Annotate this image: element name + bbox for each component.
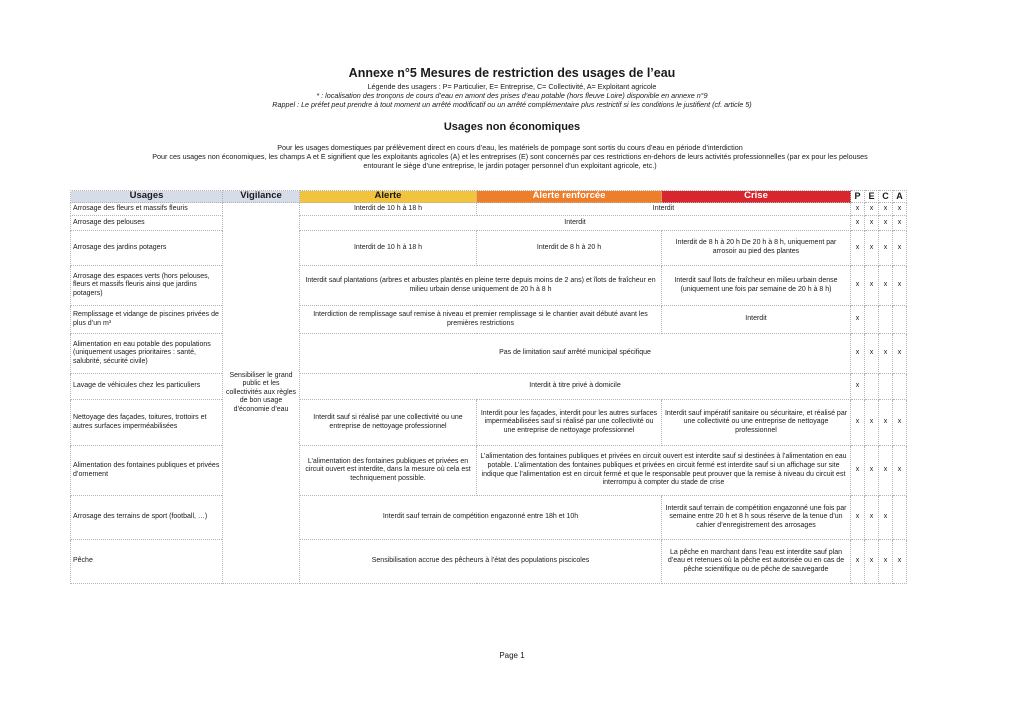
renforcee-cell: Interdit de 8 h à 20 h — [477, 231, 662, 266]
crise-cell: Interdit — [662, 306, 851, 334]
flag-a: x — [893, 400, 907, 446]
flag-e: x — [865, 334, 879, 374]
usage-cell: Arrosage des terrains de sport (football, …) — [71, 496, 223, 540]
flag-p: x — [851, 306, 865, 334]
usage-cell: Remplissage et vidange de piscines privées de plus d’un m³ — [71, 306, 223, 334]
flag-a: x — [893, 203, 907, 216]
header-alerte: Alerte — [300, 191, 477, 203]
table-row — [71, 203, 907, 216]
flag-a: x — [893, 216, 907, 231]
renforcee-cell: Interdit pour les façades, interdit pour les autres surfaces imperméabilisées sauf si réalisé par une collectivité ou une entreprise de nettoyage professionnel — [477, 400, 662, 446]
flag-c: x — [879, 400, 893, 446]
table-row — [71, 400, 907, 446]
flag-a: x — [893, 446, 907, 496]
flag-c: x — [879, 446, 893, 496]
alerte-renforcee-cell: Sensibilisation accrue des pêcheurs à l’état des populations piscicoles — [300, 540, 662, 584]
flag-e: x — [865, 540, 879, 584]
flag-a: x — [893, 334, 907, 374]
note-line: * : localisation des tronçons de cours d’eau en amont des prises d’eau potable (hors fleuve Loire) disponible en annexe n°9 — [316, 91, 708, 100]
alerte-renforcee-cell: Interdit sauf plantations (arbres et arbustes plantés en pleine terre depuis moins de 2 ans) et îlots de fraîcheur en milieu urbain dense uniquement de 20 h à 8 h — [300, 266, 662, 306]
header-a: A — [893, 191, 907, 203]
flag-p: x — [851, 496, 865, 540]
flag-p: x — [851, 231, 865, 266]
flag-p: x — [851, 446, 865, 496]
flag-e: x — [865, 446, 879, 496]
all-levels-cell: Pas de limitation sauf arrêté municipal spécifique — [300, 334, 851, 374]
usage-cell: Alimentation des fontaines publiques et privées d’ornement — [71, 446, 223, 496]
table-row — [71, 374, 907, 400]
flag-p: x — [851, 540, 865, 584]
flag-c: x — [879, 334, 893, 374]
header-crise: Crise — [662, 191, 851, 203]
flag-c: x — [879, 540, 893, 584]
header-p: P — [851, 191, 865, 203]
usage-cell: Arrosage des pelouses — [71, 216, 223, 231]
flag-c — [879, 374, 893, 400]
renforcee-crise-cell: L’alimentation des fontaines publiques et privées en circuit ouvert est interdite sauf si destinées à l’alimentation en eau potable. L’alimentation des fontaines publiques et privées en circuit fermé est interdite sauf si un affichage sur site indique que l’alimentation est en circuit fermé et que le responsable peut prouver que la remise à niveau du circuit est interrompu à compter du stade de crise — [477, 446, 851, 496]
legend-line: Légende des usagers : P= Particulier, E= Entreprise, C= Collectivité, A= Exploitant agricole — [367, 82, 657, 91]
page-number: Page 1 — [499, 651, 525, 660]
usage-cell: Alimentation en eau potable des populations (uniquement usages prioritaires : santé, salubrité, sécurité civile) — [71, 334, 223, 374]
flag-e: x — [865, 203, 879, 216]
usage-cell: Arrosage des fleurs et massifs fleuris — [71, 203, 223, 216]
intro-line-3: entourant le siège d’une entreprise, le jardin potager personnel d’un exploitant agricole, etc.) — [363, 161, 657, 170]
table-row — [71, 231, 907, 266]
intro-line-1: Pour les usages domestiques par prélèvement direct en cours d’eau, les matériels de pompage sont sortis du cours d’eau en période d’interdiction — [277, 143, 743, 152]
flag-e — [865, 306, 879, 334]
alerte-cell: Interdit de 10 h à 18 h — [300, 203, 477, 216]
table-header-row — [71, 191, 907, 203]
usage-cell: Arrosage des espaces verts (hors pelouses, fleurs et massifs fleuris ainsi que jardins potagers) — [71, 266, 223, 306]
header-c: C — [879, 191, 893, 203]
flag-c — [879, 306, 893, 334]
flag-p: x — [851, 334, 865, 374]
table-row — [71, 496, 907, 540]
usage-cell: Lavage de véhicules chez les particuliers — [71, 374, 223, 400]
flag-c: x — [879, 203, 893, 216]
vigilance-cell: Sensibiliser le grand public et les collectivités aux règles de bon usage d’économie d’eau — [223, 203, 300, 584]
flag-c: x — [879, 266, 893, 306]
crise-cell: Interdit sauf îlots de fraîcheur en milieu urbain dense (uniquement une fois par semaine de 20 h à 8 h) — [662, 266, 851, 306]
usage-cell: Pêche — [71, 540, 223, 584]
table-row — [71, 306, 907, 334]
flag-p: x — [851, 266, 865, 306]
table-row — [71, 266, 907, 306]
flag-c: x — [879, 216, 893, 231]
section-title: Usages non économiques — [443, 121, 581, 133]
alerte-cell: Interdit sauf si réalisé par une collectivité ou une entreprise de nettoyage professionnel — [300, 400, 477, 446]
flag-e: x — [865, 231, 879, 266]
flag-p: x — [851, 216, 865, 231]
flag-a: x — [893, 231, 907, 266]
usage-cell: Arrosage des jardins potagers — [71, 231, 223, 266]
table-row — [71, 446, 907, 496]
rappel-line: Rappel : Le préfet peut prendre à tout moment un arrêté modificatif ou un arrêté complémentaire plus restrictif si les conditions le justifient (cf. article 5) — [272, 100, 752, 109]
flag-p: x — [851, 400, 865, 446]
header-alerte-renforcee: Alerte renforcée — [477, 191, 662, 203]
alerte-cell: L’alimentation des fontaines publiques et privées en circuit ouvert est interdite, dans la mesure où cela est techniquement possible. — [300, 446, 477, 496]
usage-cell: Nettoyage des façades, toitures, trottoirs et autres surfaces imperméabilisées — [71, 400, 223, 446]
flag-e: x — [865, 400, 879, 446]
intro-line-2: Pour ces usages non économiques, les champs A et E signifient que les exploitants agricoles (A) et les entreprises (E) sont concernés par ces restrictions en-dehors de leurs activités professionnelles (par ex pour les pelouses — [152, 152, 868, 161]
flag-e: x — [865, 496, 879, 540]
restrictions-table — [70, 190, 907, 584]
crise-cell: Interdit de 8 h à 20 h De 20 h à 8 h, uniquement par arrosoir au pied des plantes — [662, 231, 851, 266]
flag-a: x — [893, 266, 907, 306]
flag-a — [893, 496, 907, 540]
alerte-cell: Interdit de 10 h à 18 h — [300, 231, 477, 266]
flag-a — [893, 374, 907, 400]
flag-p: x — [851, 374, 865, 400]
flag-e: x — [865, 266, 879, 306]
flag-e — [865, 374, 879, 400]
table-row — [71, 540, 907, 584]
all-levels-cell: Interdit — [300, 216, 851, 231]
header-usages: Usages — [71, 191, 223, 203]
crise-cell: Interdit sauf impératif sanitaire ou sécuritaire, et réalisé par une collectivité ou une entreprise de nettoyage professionnel — [662, 400, 851, 446]
table-row — [71, 216, 907, 231]
crise-cell: La pêche en marchant dans l’eau est interdite sauf plan d’eau et retenues où la pêche est autorisée ou en cas de pêche scientifique ou de pêche de sauvegarde — [662, 540, 851, 584]
flag-c: x — [879, 496, 893, 540]
table-row — [71, 334, 907, 374]
document-title: Annexe n°5 Mesures de restriction des usages de l’eau — [348, 66, 676, 80]
flag-p: x — [851, 203, 865, 216]
crise-cell: Interdit sauf terrain de compétition engazonné une fois par semaine entre 20 h et 8 h sous réserve de la tenue d’un cahier d’enregistrement des arrosages — [662, 496, 851, 540]
header-e: E — [865, 191, 879, 203]
flag-a: x — [893, 540, 907, 584]
flag-e: x — [865, 216, 879, 231]
flag-a — [893, 306, 907, 334]
flag-c: x — [879, 231, 893, 266]
header-vigilance: Vigilance — [223, 191, 300, 203]
renforcee-crise-cell: Interdit — [477, 203, 851, 216]
alerte-renforcee-cell: Interdiction de remplissage sauf remise à niveau et premier remplissage si le chantier avait débuté avant les premières restrictions — [300, 306, 662, 334]
all-levels-cell: Interdit à titre privé à domicile — [300, 374, 851, 400]
alerte-renforcee-cell: Interdit sauf terrain de compétition engazonné entre 18h et 10h — [300, 496, 662, 540]
